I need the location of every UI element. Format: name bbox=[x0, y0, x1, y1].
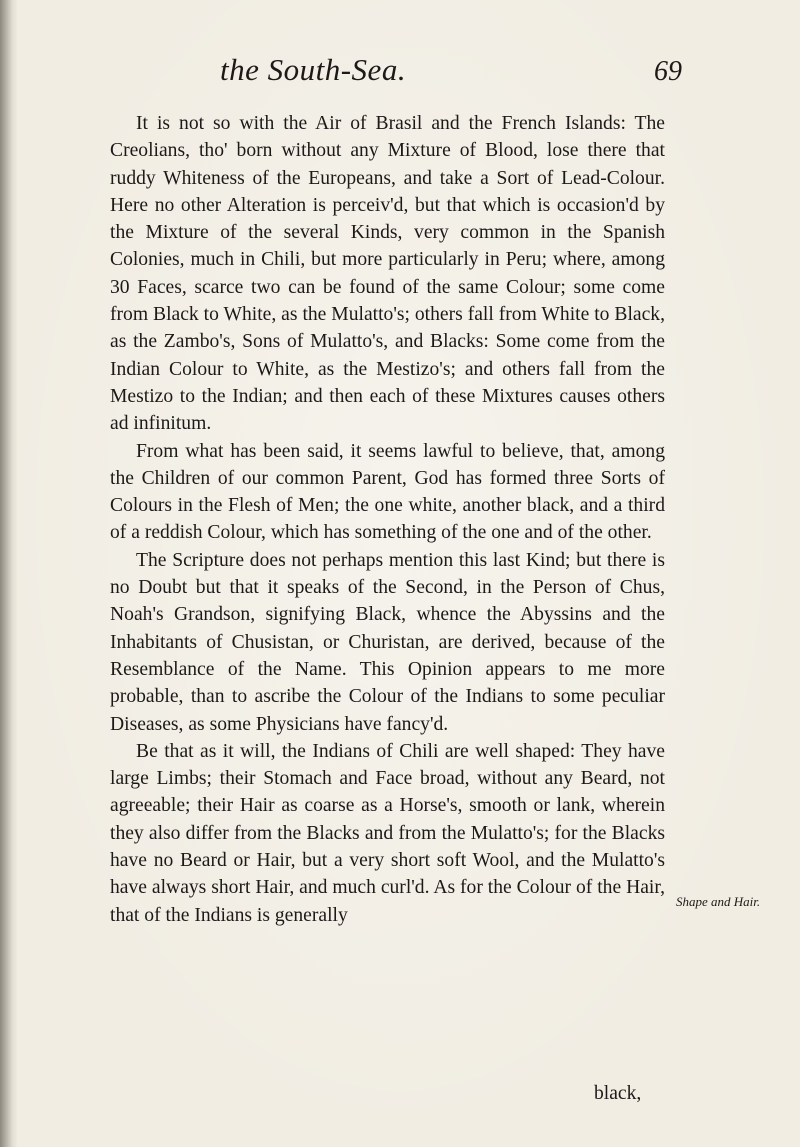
page-header bbox=[110, 52, 682, 98]
body-text bbox=[110, 110, 665, 929]
paragraph-1: It is not so with the Air of Brasil and the French Islands: The Creolians, tho' born without any Mixture of Blood, lose there that ruddy Whiteness of the Europeans, and take a Sort of Lead-Colour. Here no other Alteration is perceiv'd, but that which is occasion'd by the Mixture of the several Kinds, very common in the Spanish Colonies, much in Chili, but more particularly in Peru; where, among 30 Faces, scarce two can be found of the same Colour; some come from Black to White, as the Mulatto's; others fall from White to Black, as the Zambo's, Sons of Mulatto's, and Blacks: Some come from the Indian Colour to White, as the Mestizo's; and others fall from the Mestizo to the Indian; and then each of these Mixtures causes others ad infinitum. bbox=[110, 113, 665, 435]
running-title: the South-Sea. bbox=[220, 52, 407, 87]
paragraph-4: Be that as it will, the Indians of Chili are well shaped: They have large Limbs; their Stomach and Face broad, without any Beard, not agreeable; their Hair as coarse as a Horse's, smooth or lank, wherein they also differ from the Blacks and from the Mulatto's; for the Blacks have no Beard or Hair, but a very short soft Wool, and the Mulatto's have always short Hair, and much curl'd. As for the Colour of the Hair, that of the Indians is generally bbox=[110, 740, 665, 926]
binding-gutter-shadow bbox=[0, 0, 18, 1147]
paragraph-3: The Scripture does not perhaps mention this last Kind; but there is no Doubt but that it speaks of the Second, in the Person of Chus, Noah's Grandson, signifying Black, whence the Abyssins and the Inhabitants of Chusistan, or Churistan, are derived, because of the Resemblance of the Name. This Opinion appears to me more probable, than to ascribe the Colour of the Indians to some peculiar Diseases, as some Physicians have fancy'd. bbox=[110, 549, 665, 735]
catchword: black, bbox=[594, 1083, 642, 1104]
page-number: 69 bbox=[654, 56, 682, 87]
paragraph-2: From what has been said, it seems lawful to believe, that, among the Children of our common Parent, God has formed three Sorts of Colours in the Flesh of Men; the one white, another black, and a third of a reddish Colour, which has something of the one and of the other. bbox=[110, 440, 665, 544]
margin-note: Shape and Hair. bbox=[676, 894, 761, 909]
